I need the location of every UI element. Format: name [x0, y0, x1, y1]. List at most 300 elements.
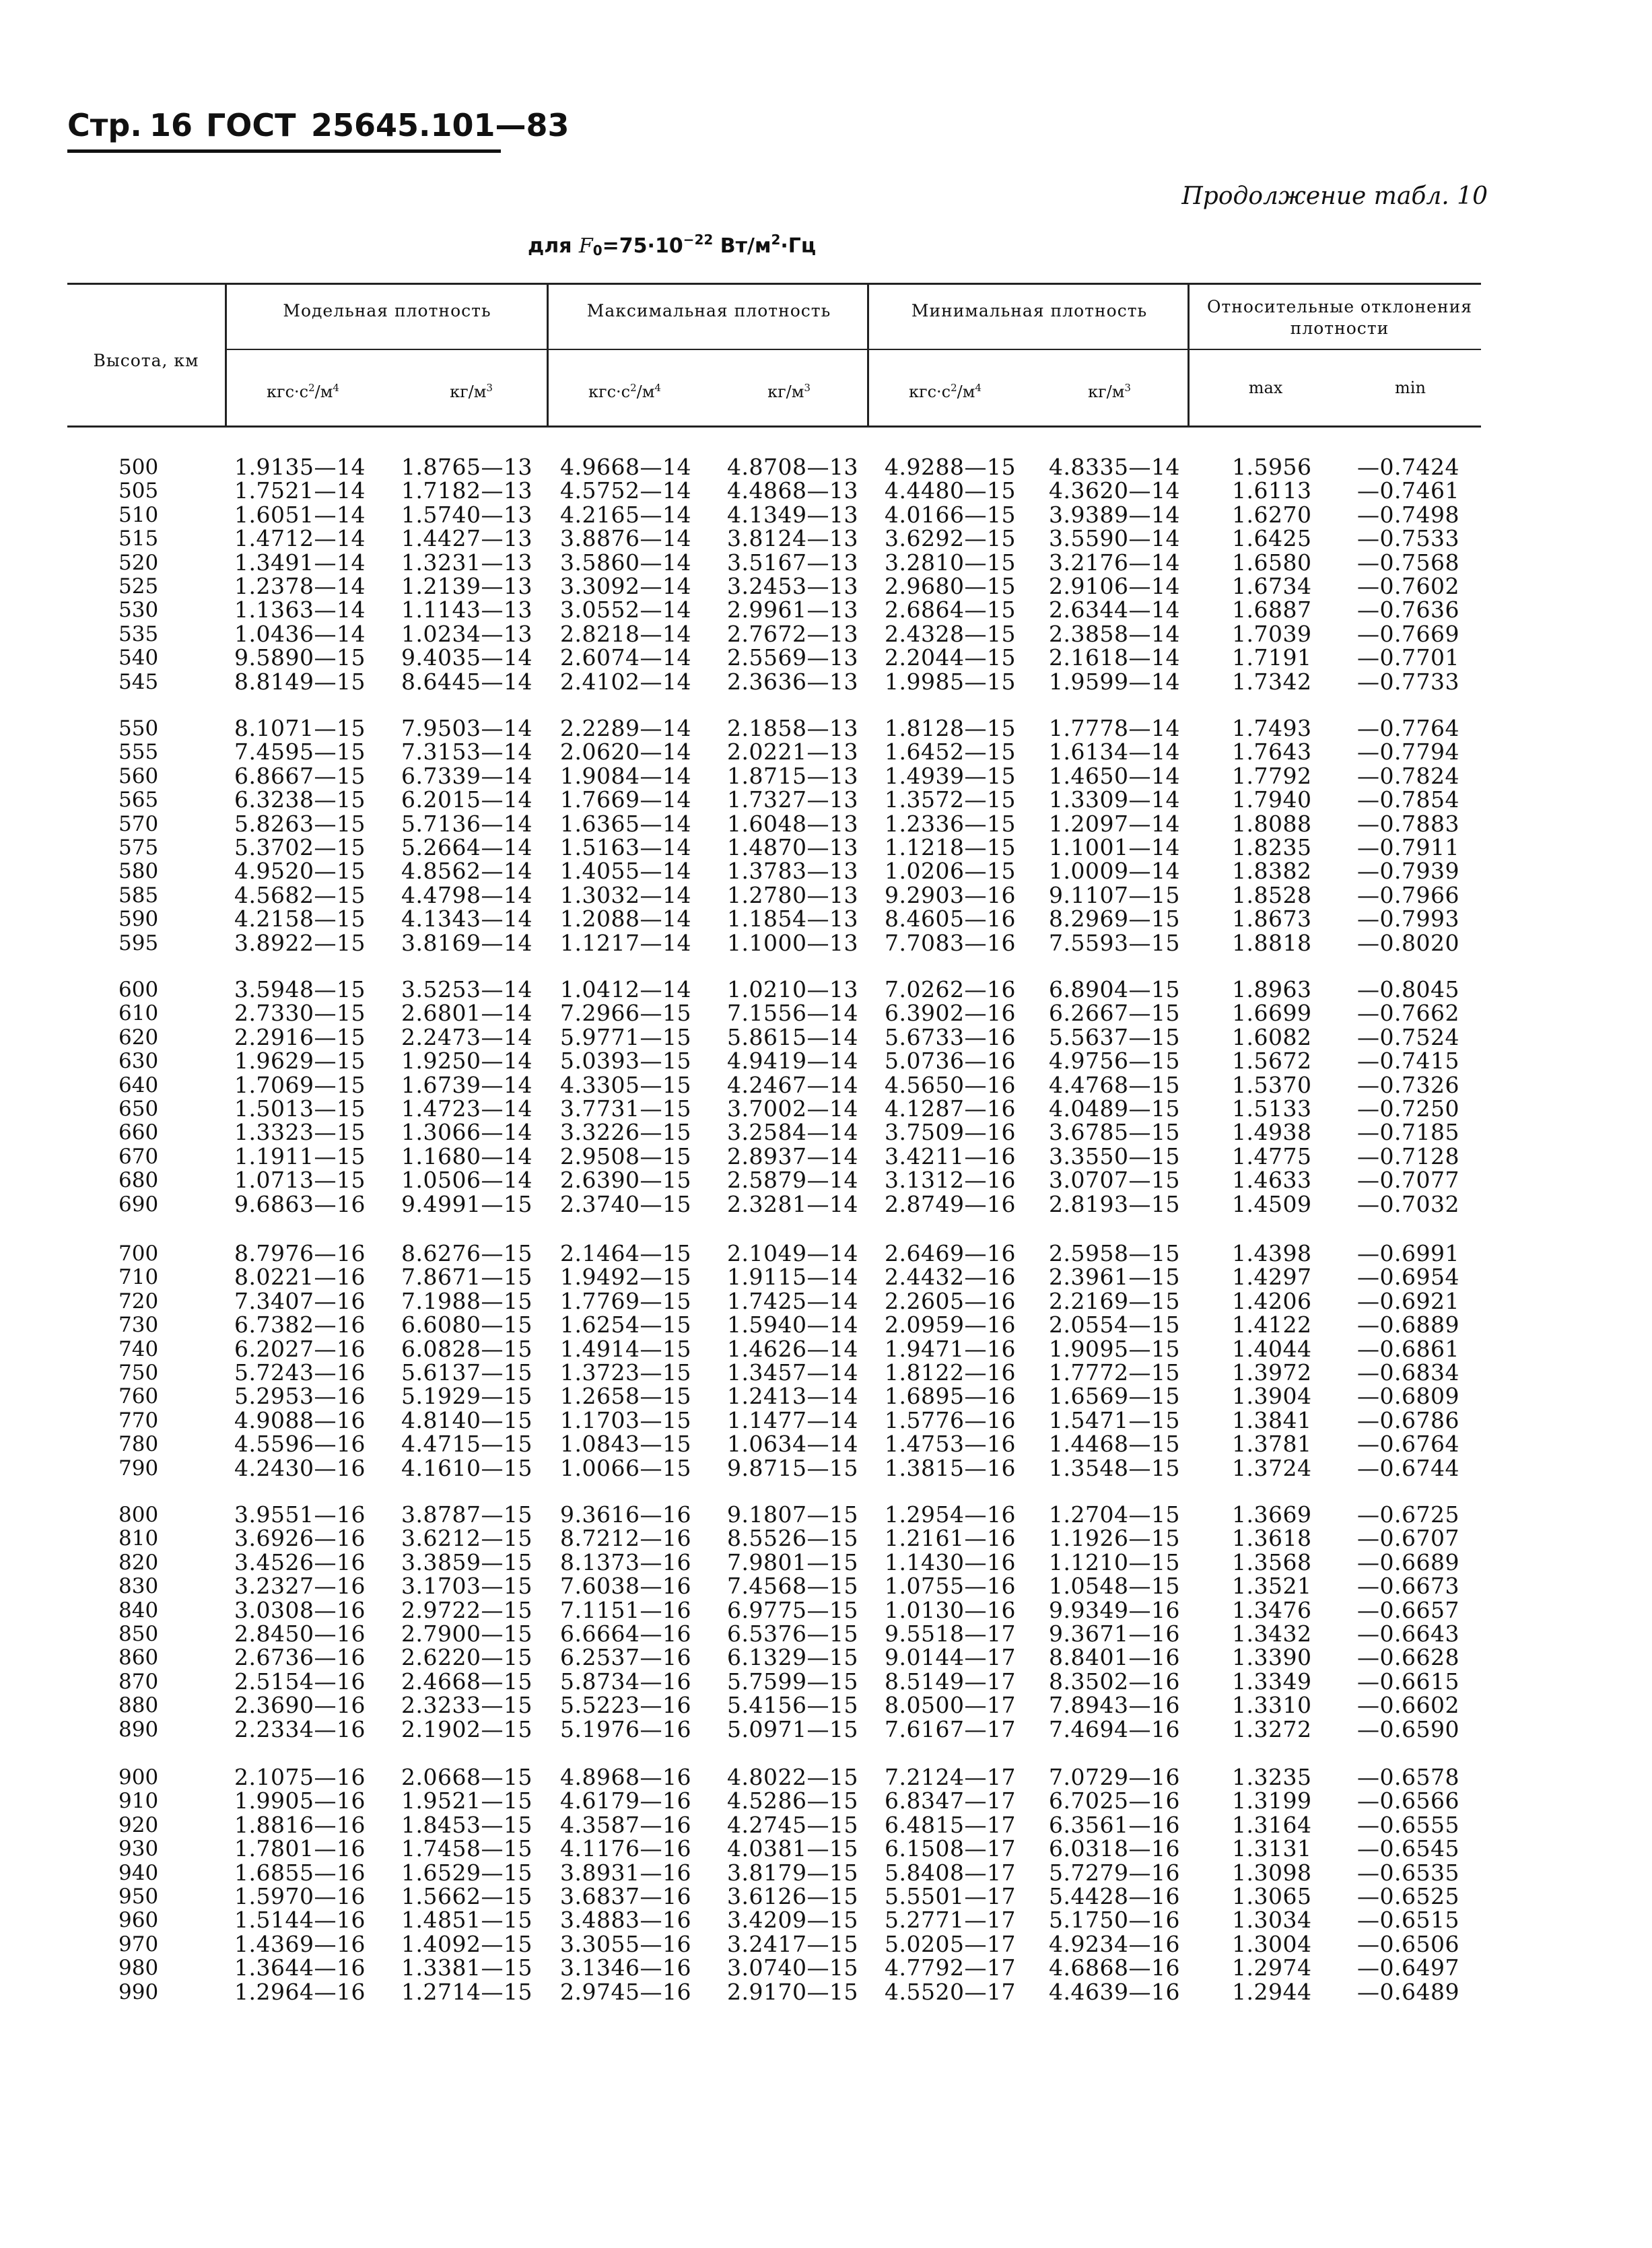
max-kgs-cell: 2.6074—14: [560, 644, 691, 671]
model-kgs-cell: 8.1071—15: [234, 715, 366, 741]
min-kgs-cell: 7.7083—16: [885, 929, 1016, 956]
model-kgs-cell: 1.5013—15: [234, 1095, 366, 1122]
height-cell: 920: [118, 1812, 159, 1837]
max-kgs-cell: 1.4055—14: [560, 858, 691, 885]
max-kgm-cell: 1.4626—14: [727, 1335, 858, 1362]
max-kgs-cell: 1.1703—15: [560, 1406, 691, 1433]
max-kgs-cell: 3.1346—16: [560, 1954, 691, 1981]
min-kgm-cell: 4.3620—14: [1049, 477, 1180, 504]
model-kgs-cell: 1.5144—16: [234, 1907, 366, 1934]
dev-min-cell: —0.6991: [1357, 1240, 1459, 1266]
dev-max-cell: 1.3432: [1232, 1621, 1312, 1647]
min-kgs-cell: 2.0959—16: [885, 1312, 1016, 1338]
min-kgs-cell: 1.0130—16: [885, 1596, 1016, 1623]
model-kgm-cell: 1.0234—13: [401, 620, 532, 647]
min-kgs-cell: 2.2044—15: [885, 644, 1016, 671]
document-number: 25645.101—83: [311, 107, 570, 143]
max-kgm-cell: 1.1854—13: [727, 906, 858, 932]
min-kgs-cell: 8.4605—16: [885, 906, 1016, 932]
height-cell: 780: [118, 1432, 159, 1457]
min-kgs-cell: 6.4815—17: [885, 1811, 1016, 1838]
model-kgm-cell: 1.8453—15: [401, 1811, 532, 1838]
height-cell: 810: [118, 1526, 159, 1551]
max-kgm-cell: 5.8615—14: [727, 1023, 858, 1050]
dev-max-cell: 1.4938: [1232, 1119, 1312, 1146]
column-divider: [225, 283, 227, 425]
min-kgs-cell: 9.0144—17: [885, 1644, 1016, 1671]
model-kgs-cell: 3.9551—16: [234, 1501, 366, 1528]
min-kgs-cell: 2.4432—16: [885, 1264, 1016, 1291]
height-cell: 880: [118, 1693, 159, 1718]
model-kgs-cell: 1.7801—16: [234, 1835, 366, 1862]
subtitle-unit-tail: ·Гц: [780, 234, 817, 258]
max-kgs-cell: 1.9492—15: [560, 1264, 691, 1291]
min-kgs-cell: 2.6864—15: [885, 597, 1016, 623]
max-kgm-cell: 2.5569—13: [727, 644, 858, 671]
model-kgs-cell: 2.2916—15: [234, 1023, 366, 1050]
height-cell: 700: [118, 1241, 159, 1266]
dev-max-cell: 1.3972: [1232, 1359, 1312, 1386]
height-cell: 730: [118, 1313, 159, 1338]
model-kgs-cell: 8.0221—16: [234, 1264, 366, 1291]
unit-header-min: min: [1395, 378, 1426, 397]
min-kgs-cell: 4.0166—15: [885, 501, 1016, 528]
dev-min-cell: —0.6506: [1357, 1930, 1459, 1957]
model-kgs-cell: 7.3407—16: [234, 1287, 366, 1314]
model-kgs-cell: 1.9135—14: [234, 454, 366, 480]
dev-max-cell: 1.2974: [1232, 1954, 1312, 1981]
min-kgm-cell: 6.7025—16: [1049, 1787, 1180, 1814]
max-kgm-cell: 6.1329—15: [727, 1644, 858, 1671]
max-kgm-cell: 4.4868—13: [727, 477, 858, 504]
model-kgm-cell: 6.2015—14: [401, 786, 532, 813]
height-cell: 750: [118, 1361, 159, 1385]
model-kgs-cell: 4.5596—16: [234, 1431, 366, 1458]
max-kgm-cell: 1.0634—14: [727, 1431, 858, 1458]
model-kgm-cell: 6.6080—15: [401, 1312, 532, 1338]
max-kgs-cell: 2.4102—14: [560, 668, 691, 695]
max-kgs-cell: 2.9508—15: [560, 1143, 691, 1169]
min-kgs-cell: 7.2124—17: [885, 1764, 1016, 1790]
dev-max-cell: 1.3349: [1232, 1668, 1312, 1695]
model-kgm-cell: 2.0668—15: [401, 1764, 532, 1790]
model-kgs-cell: 2.5154—16: [234, 1668, 366, 1695]
height-cell: 940: [118, 1860, 159, 1885]
min-kgm-cell: 9.9349—16: [1049, 1596, 1180, 1623]
column-divider: [1188, 283, 1190, 425]
model-kgm-cell: 1.5740—13: [401, 501, 532, 528]
max-kgm-cell: 1.9115—14: [727, 1264, 858, 1291]
model-kgs-cell: 3.8922—15: [234, 929, 366, 956]
dev-max-cell: 1.3004: [1232, 1930, 1312, 1957]
height-cell: 525: [118, 574, 159, 599]
dev-max-cell: 1.3164: [1232, 1811, 1312, 1838]
table-continuation-label: Продолжение табл. 10: [1181, 182, 1488, 210]
max-kgm-cell: 1.2413—14: [727, 1383, 858, 1410]
max-kgs-cell: 4.3305—15: [560, 1071, 691, 1098]
model-kgm-cell: 5.6137—15: [401, 1359, 532, 1386]
dev-min-cell: —0.7854: [1357, 786, 1459, 813]
height-cell: 900: [118, 1765, 159, 1790]
max-kgm-cell: 1.2780—13: [727, 881, 858, 908]
max-kgs-cell: 3.7731—15: [560, 1095, 691, 1122]
model-kgs-cell: 1.9629—15: [234, 1048, 366, 1075]
min-kgs-cell: 5.0205—17: [885, 1930, 1016, 1957]
dev-min-cell: —0.6764: [1357, 1431, 1459, 1458]
max-kgs-cell: 3.6837—16: [560, 1883, 691, 1909]
unit-header-kgs: $кгс\cdot с^2/м^4$: [588, 382, 661, 401]
max-kgs-cell: 3.8876—14: [560, 525, 691, 552]
dev-min-cell: —0.6590: [1357, 1715, 1459, 1742]
dev-max-cell: 1.8963: [1232, 976, 1312, 1002]
min-kgm-cell: 1.6134—14: [1049, 739, 1180, 765]
dev-min-cell: —0.6497: [1357, 1954, 1459, 1981]
model-kgm-cell: 1.4723—14: [401, 1095, 532, 1122]
dev-max-cell: 1.3669: [1232, 1501, 1312, 1528]
model-kgm-cell: 1.3066—14: [401, 1119, 532, 1146]
unit-header-kgs: $кгс\cdot с^2/м^4$: [267, 382, 339, 401]
dev-max-cell: 1.4509: [1232, 1190, 1312, 1217]
max-kgm-cell: 1.1477—14: [727, 1406, 858, 1433]
dev-max-cell: 1.6699: [1232, 1000, 1312, 1027]
min-kgs-cell: 3.7509—16: [885, 1119, 1016, 1146]
model-kgs-cell: 7.4595—15: [234, 739, 366, 765]
model-kgm-cell: 2.2473—14: [401, 1023, 532, 1050]
max-kgs-cell: 5.8734—16: [560, 1668, 691, 1695]
model-kgs-cell: 2.3690—16: [234, 1692, 366, 1719]
dev-max-cell: 1.6113: [1232, 477, 1312, 504]
dev-min-cell: —0.7415: [1357, 1048, 1459, 1075]
max-kgm-cell: 1.4870—13: [727, 834, 858, 860]
dev-min-cell: —0.6489: [1357, 1978, 1459, 2005]
dev-max-cell: 1.7792: [1232, 762, 1312, 789]
height-cell: 830: [118, 1574, 159, 1599]
height-cell: 580: [118, 859, 159, 884]
min-kgm-cell: 2.9106—14: [1049, 573, 1180, 599]
dev-min-cell: —0.7533: [1357, 525, 1459, 552]
max-kgm-cell: 1.6048—13: [727, 810, 858, 837]
min-kgs-cell: 1.5776—16: [885, 1406, 1016, 1433]
dev-max-cell: 1.8382: [1232, 858, 1312, 885]
dev-max-cell: 1.7191: [1232, 644, 1312, 671]
min-kgs-cell: 3.2810—15: [885, 549, 1016, 576]
dev-max-cell: 1.2944: [1232, 1978, 1312, 2005]
height-cell: 560: [118, 763, 159, 788]
max-kgs-cell: 3.3055—16: [560, 1930, 691, 1957]
min-kgm-cell: 6.3561—16: [1049, 1811, 1180, 1838]
max-kgs-cell: 1.4914—15: [560, 1335, 691, 1362]
min-kgm-cell: 5.1750—16: [1049, 1907, 1180, 1934]
dev-max-cell: 1.6270: [1232, 501, 1312, 528]
model-kgm-cell: 1.0506—14: [401, 1167, 532, 1194]
dev-max-cell: 1.7493: [1232, 715, 1312, 741]
max-kgs-cell: 3.4883—16: [560, 1907, 691, 1934]
min-kgs-cell: 5.5501—17: [885, 1883, 1016, 1909]
min-kgm-cell: 7.8943—16: [1049, 1692, 1180, 1719]
max-kgs-cell: 7.1151—16: [560, 1596, 691, 1623]
dev-min-cell: —0.7077: [1357, 1167, 1459, 1194]
height-cell: 910: [118, 1789, 159, 1814]
height-cell: 575: [118, 836, 159, 860]
dev-min-cell: —0.6545: [1357, 1835, 1459, 1862]
height-cell: 800: [118, 1503, 159, 1527]
max-kgm-cell: 2.1858—13: [727, 715, 858, 741]
model-kgm-cell: 1.9250—14: [401, 1048, 532, 1075]
dev-max-cell: 1.5672: [1232, 1048, 1312, 1075]
dev-min-cell: —0.6725: [1357, 1501, 1459, 1528]
max-kgs-cell: 4.6179—16: [560, 1787, 691, 1814]
table-subtitle: [528, 225, 816, 265]
dev-max-cell: 1.4633: [1232, 1167, 1312, 1194]
min-kgm-cell: 1.1926—15: [1049, 1525, 1180, 1552]
min-kgm-cell: 1.3309—14: [1049, 786, 1180, 813]
dev-min-cell: —0.6673: [1357, 1573, 1459, 1600]
max-kgm-cell: 1.5940—14: [727, 1312, 858, 1338]
model-kgs-cell: 3.2327—16: [234, 1573, 366, 1600]
min-kgs-cell: 1.8122—16: [885, 1359, 1016, 1386]
min-kgs-cell: 5.6733—16: [885, 1023, 1016, 1050]
dev-max-cell: 1.4122: [1232, 1312, 1312, 1338]
max-kgs-cell: 5.0393—15: [560, 1048, 691, 1075]
dev-max-cell: 1.5133: [1232, 1095, 1312, 1122]
model-kgs-cell: 9.6863—16: [234, 1190, 366, 1217]
model-kgm-cell: 1.6529—15: [401, 1859, 532, 1886]
min-kgs-cell: 1.4753—16: [885, 1431, 1016, 1458]
model-kgs-cell: 1.0713—15: [234, 1167, 366, 1194]
max-kgm-cell: 5.0971—15: [727, 1715, 858, 1742]
min-kgm-cell: 4.4768—15: [1049, 1071, 1180, 1098]
max-kgm-cell: 2.8937—14: [727, 1143, 858, 1169]
height-cell: 680: [118, 1168, 159, 1193]
dev-min-cell: —0.7939: [1357, 858, 1459, 885]
dev-min-cell: —0.7824: [1357, 762, 1459, 789]
model-kgm-cell: 1.4851—15: [401, 1907, 532, 1934]
model-kgs-cell: 3.5948—15: [234, 976, 366, 1002]
height-cell: 930: [118, 1837, 159, 1862]
model-kgm-cell: 7.8671—15: [401, 1264, 532, 1291]
min-kgm-cell: 2.0554—15: [1049, 1312, 1180, 1338]
min-kgm-cell: 1.1001—14: [1049, 834, 1180, 860]
model-kgs-cell: 3.0308—16: [234, 1596, 366, 1623]
max-kgs-cell: 3.8931—16: [560, 1859, 691, 1886]
min-kgm-cell: 2.2169—15: [1049, 1287, 1180, 1314]
dev-min-cell: —0.7701: [1357, 644, 1459, 671]
model-kgm-cell: 9.4035—14: [401, 644, 532, 671]
max-kgs-cell: 1.3032—14: [560, 881, 691, 908]
min-kgs-cell: 1.2954—16: [885, 1501, 1016, 1528]
min-kgm-cell: 1.7772—15: [1049, 1359, 1180, 1386]
subtitle-unit-power: 2: [771, 232, 781, 248]
dev-min-cell: —0.8020: [1357, 929, 1459, 956]
model-kgm-cell: 3.5253—14: [401, 976, 532, 1002]
max-kgm-cell: 2.9170—15: [727, 1978, 858, 2005]
height-cell: 740: [118, 1336, 159, 1361]
model-kgs-cell: 2.2334—16: [234, 1715, 366, 1742]
min-kgm-cell: 5.7279—16: [1049, 1859, 1180, 1886]
max-kgm-cell: 1.7425—14: [727, 1287, 858, 1314]
max-kgm-cell: 5.7599—15: [727, 1668, 858, 1695]
dev-min-cell: —0.7764: [1357, 715, 1459, 741]
max-kgs-cell: 1.6365—14: [560, 810, 691, 837]
dev-min-cell: —0.6515: [1357, 1907, 1459, 1934]
model-kgm-cell: 1.4092—15: [401, 1930, 532, 1957]
height-cell: 770: [118, 1408, 159, 1433]
height-cell: 510: [118, 502, 159, 527]
max-kgm-cell: 7.9801—15: [727, 1548, 858, 1575]
dev-min-cell: —0.7662: [1357, 1000, 1459, 1027]
min-kgs-cell: 2.2605—16: [885, 1287, 1016, 1314]
model-kgs-cell: 1.7521—14: [234, 477, 366, 504]
height-cell: 670: [118, 1144, 159, 1169]
max-kgm-cell: 1.1000—13: [727, 929, 858, 956]
min-kgs-cell: 8.5149—17: [885, 1668, 1016, 1695]
max-kgs-cell: 4.5752—14: [560, 477, 691, 504]
min-kgm-cell: 9.3671—16: [1049, 1621, 1180, 1647]
table-top-rule: [67, 283, 1481, 285]
min-kgs-cell: 9.2903—16: [885, 881, 1016, 908]
max-kgm-cell: 1.3457—14: [727, 1359, 858, 1386]
model-kgm-cell: 4.1610—15: [401, 1454, 532, 1481]
model-kgs-cell: 1.7069—15: [234, 1071, 366, 1098]
model-kgs-cell: 1.4369—16: [234, 1930, 366, 1957]
height-cell: 535: [118, 621, 159, 646]
model-kgm-cell: 4.1343—14: [401, 906, 532, 932]
max-kgs-cell: 3.3092—14: [560, 573, 691, 599]
max-kgm-cell: 8.5526—15: [727, 1525, 858, 1552]
dev-min-cell: —0.7128: [1357, 1143, 1459, 1169]
dev-max-cell: 1.3390: [1232, 1644, 1312, 1671]
min-kgm-cell: 2.8193—15: [1049, 1190, 1180, 1217]
dev-min-cell: —0.6535: [1357, 1859, 1459, 1886]
min-kgs-cell: 4.4480—15: [885, 477, 1016, 504]
max-kgm-cell: 7.1556—14: [727, 1000, 858, 1027]
model-kgm-cell: 6.7339—14: [401, 762, 532, 789]
min-kgm-cell: 1.6569—15: [1049, 1383, 1180, 1410]
model-kgm-cell: 5.2664—14: [401, 834, 532, 860]
min-kgs-cell: 6.8347—17: [885, 1787, 1016, 1814]
height-cell: 720: [118, 1289, 159, 1314]
dev-min-cell: —0.7669: [1357, 620, 1459, 647]
model-kgs-cell: 8.8149—15: [234, 668, 366, 695]
model-kgs-cell: 4.5682—15: [234, 881, 366, 908]
min-kgs-cell: 1.2161—16: [885, 1525, 1016, 1552]
height-cell: 570: [118, 811, 159, 836]
height-cell: 860: [118, 1645, 159, 1670]
min-kgs-cell: 1.3572—15: [885, 786, 1016, 813]
min-kgm-cell: 4.9234—16: [1049, 1930, 1180, 1957]
max-kgm-cell: 3.5167—13: [727, 549, 858, 576]
height-cell: 630: [118, 1049, 159, 1074]
column-divider: [547, 283, 549, 425]
max-kgs-cell: 1.1217—14: [560, 929, 691, 956]
min-kgs-cell: 3.6292—15: [885, 525, 1016, 552]
min-kgs-cell: 1.2336—15: [885, 810, 1016, 837]
subtitle-equals: =75·10: [602, 234, 683, 258]
table-subheader-rule: [225, 349, 1481, 350]
height-cell: 520: [118, 550, 159, 575]
model-kgs-cell: 4.2430—16: [234, 1454, 366, 1481]
dev-max-cell: 1.8088: [1232, 810, 1312, 837]
model-kgm-cell: 2.3233—15: [401, 1692, 532, 1719]
max-kgm-cell: 6.5376—15: [727, 1621, 858, 1647]
min-kgm-cell: 8.8401—16: [1049, 1644, 1180, 1671]
height-cell: 660: [118, 1120, 159, 1145]
dev-max-cell: 1.3476: [1232, 1596, 1312, 1623]
max-kgm-cell: 4.8708—13: [727, 454, 858, 480]
dev-min-cell: —0.7883: [1357, 810, 1459, 837]
max-kgm-cell: 2.9961—13: [727, 597, 858, 623]
model-kgm-cell: 2.7900—15: [401, 1621, 532, 1647]
dev-max-cell: 1.3065: [1232, 1883, 1312, 1909]
max-kgm-cell: 3.2453—13: [727, 573, 858, 599]
min-kgs-cell: 5.8408—17: [885, 1859, 1016, 1886]
dev-min-cell: —0.6954: [1357, 1264, 1459, 1291]
height-cell: 950: [118, 1884, 159, 1909]
height-cell: 960: [118, 1908, 159, 1933]
max-kgm-cell: 3.4209—15: [727, 1907, 858, 1934]
min-kgs-cell: 4.7792—17: [885, 1954, 1016, 1981]
dev-max-cell: 1.8673: [1232, 906, 1312, 932]
max-kgm-cell: 3.2417—15: [727, 1930, 858, 1957]
min-kgm-cell: 3.5590—14: [1049, 525, 1180, 552]
max-kgm-cell: 3.2584—14: [727, 1119, 858, 1146]
max-kgs-cell: 4.1176—16: [560, 1835, 691, 1862]
page-label: Стр.: [67, 107, 142, 143]
subtitle-exponent: −22: [683, 232, 714, 248]
min-kgm-cell: 2.3858—14: [1049, 620, 1180, 647]
max-kgs-cell: 1.0066—15: [560, 1454, 691, 1481]
dev-min-cell: —0.6861: [1357, 1335, 1459, 1362]
min-kgm-cell: 3.9389—14: [1049, 501, 1180, 528]
dev-min-cell: —0.6628: [1357, 1644, 1459, 1671]
model-kgm-cell: 6.0828—15: [401, 1335, 532, 1362]
max-kgs-cell: 2.0620—14: [560, 739, 691, 765]
dev-max-cell: 1.8528: [1232, 881, 1312, 908]
model-kgs-cell: 5.2953—16: [234, 1383, 366, 1410]
model-kgs-cell: 6.7382—16: [234, 1312, 366, 1338]
dev-min-cell: —0.7568: [1357, 549, 1459, 576]
height-cell: 990: [118, 1979, 159, 2004]
min-kgm-cell: 1.3548—15: [1049, 1454, 1180, 1481]
max-kgs-cell: 3.5860—14: [560, 549, 691, 576]
model-kgs-cell: 6.8667—15: [234, 762, 366, 789]
model-kgm-cell: 1.7182—13: [401, 477, 532, 504]
min-kgm-cell: 4.4639—16: [1049, 1978, 1180, 2005]
model-kgs-cell: 1.3644—16: [234, 1954, 366, 1981]
dev-min-cell: —0.6707: [1357, 1525, 1459, 1552]
model-kgm-cell: 2.4668—15: [401, 1668, 532, 1695]
subtitle-prefix: для: [528, 234, 572, 258]
dev-min-cell: —0.6921: [1357, 1287, 1459, 1314]
min-kgm-cell: 9.1107—15: [1049, 881, 1180, 908]
dev-min-cell: —0.6786: [1357, 1406, 1459, 1433]
min-kgm-cell: 4.6868—16: [1049, 1954, 1180, 1981]
dev-min-cell: —0.7326: [1357, 1071, 1459, 1098]
max-kgs-cell: 5.1976—16: [560, 1715, 691, 1742]
model-kgm-cell: 1.5662—15: [401, 1883, 532, 1909]
model-kgs-cell: 1.1363—14: [234, 597, 366, 623]
max-kgm-cell: 3.0740—15: [727, 1954, 858, 1981]
max-kgs-cell: 1.3723—15: [560, 1359, 691, 1386]
height-cell: 710: [118, 1265, 159, 1290]
max-kgm-cell: 4.2745—15: [727, 1811, 858, 1838]
dev-min-cell: —0.6525: [1357, 1883, 1459, 1909]
model-kgm-cell: 1.2714—15: [401, 1978, 532, 2005]
dev-min-cell: —0.6555: [1357, 1811, 1459, 1838]
model-kgs-cell: 3.6926—16: [234, 1525, 366, 1552]
column-header-height: Высота, км: [93, 351, 199, 370]
min-kgs-cell: 4.5520—17: [885, 1978, 1016, 2005]
